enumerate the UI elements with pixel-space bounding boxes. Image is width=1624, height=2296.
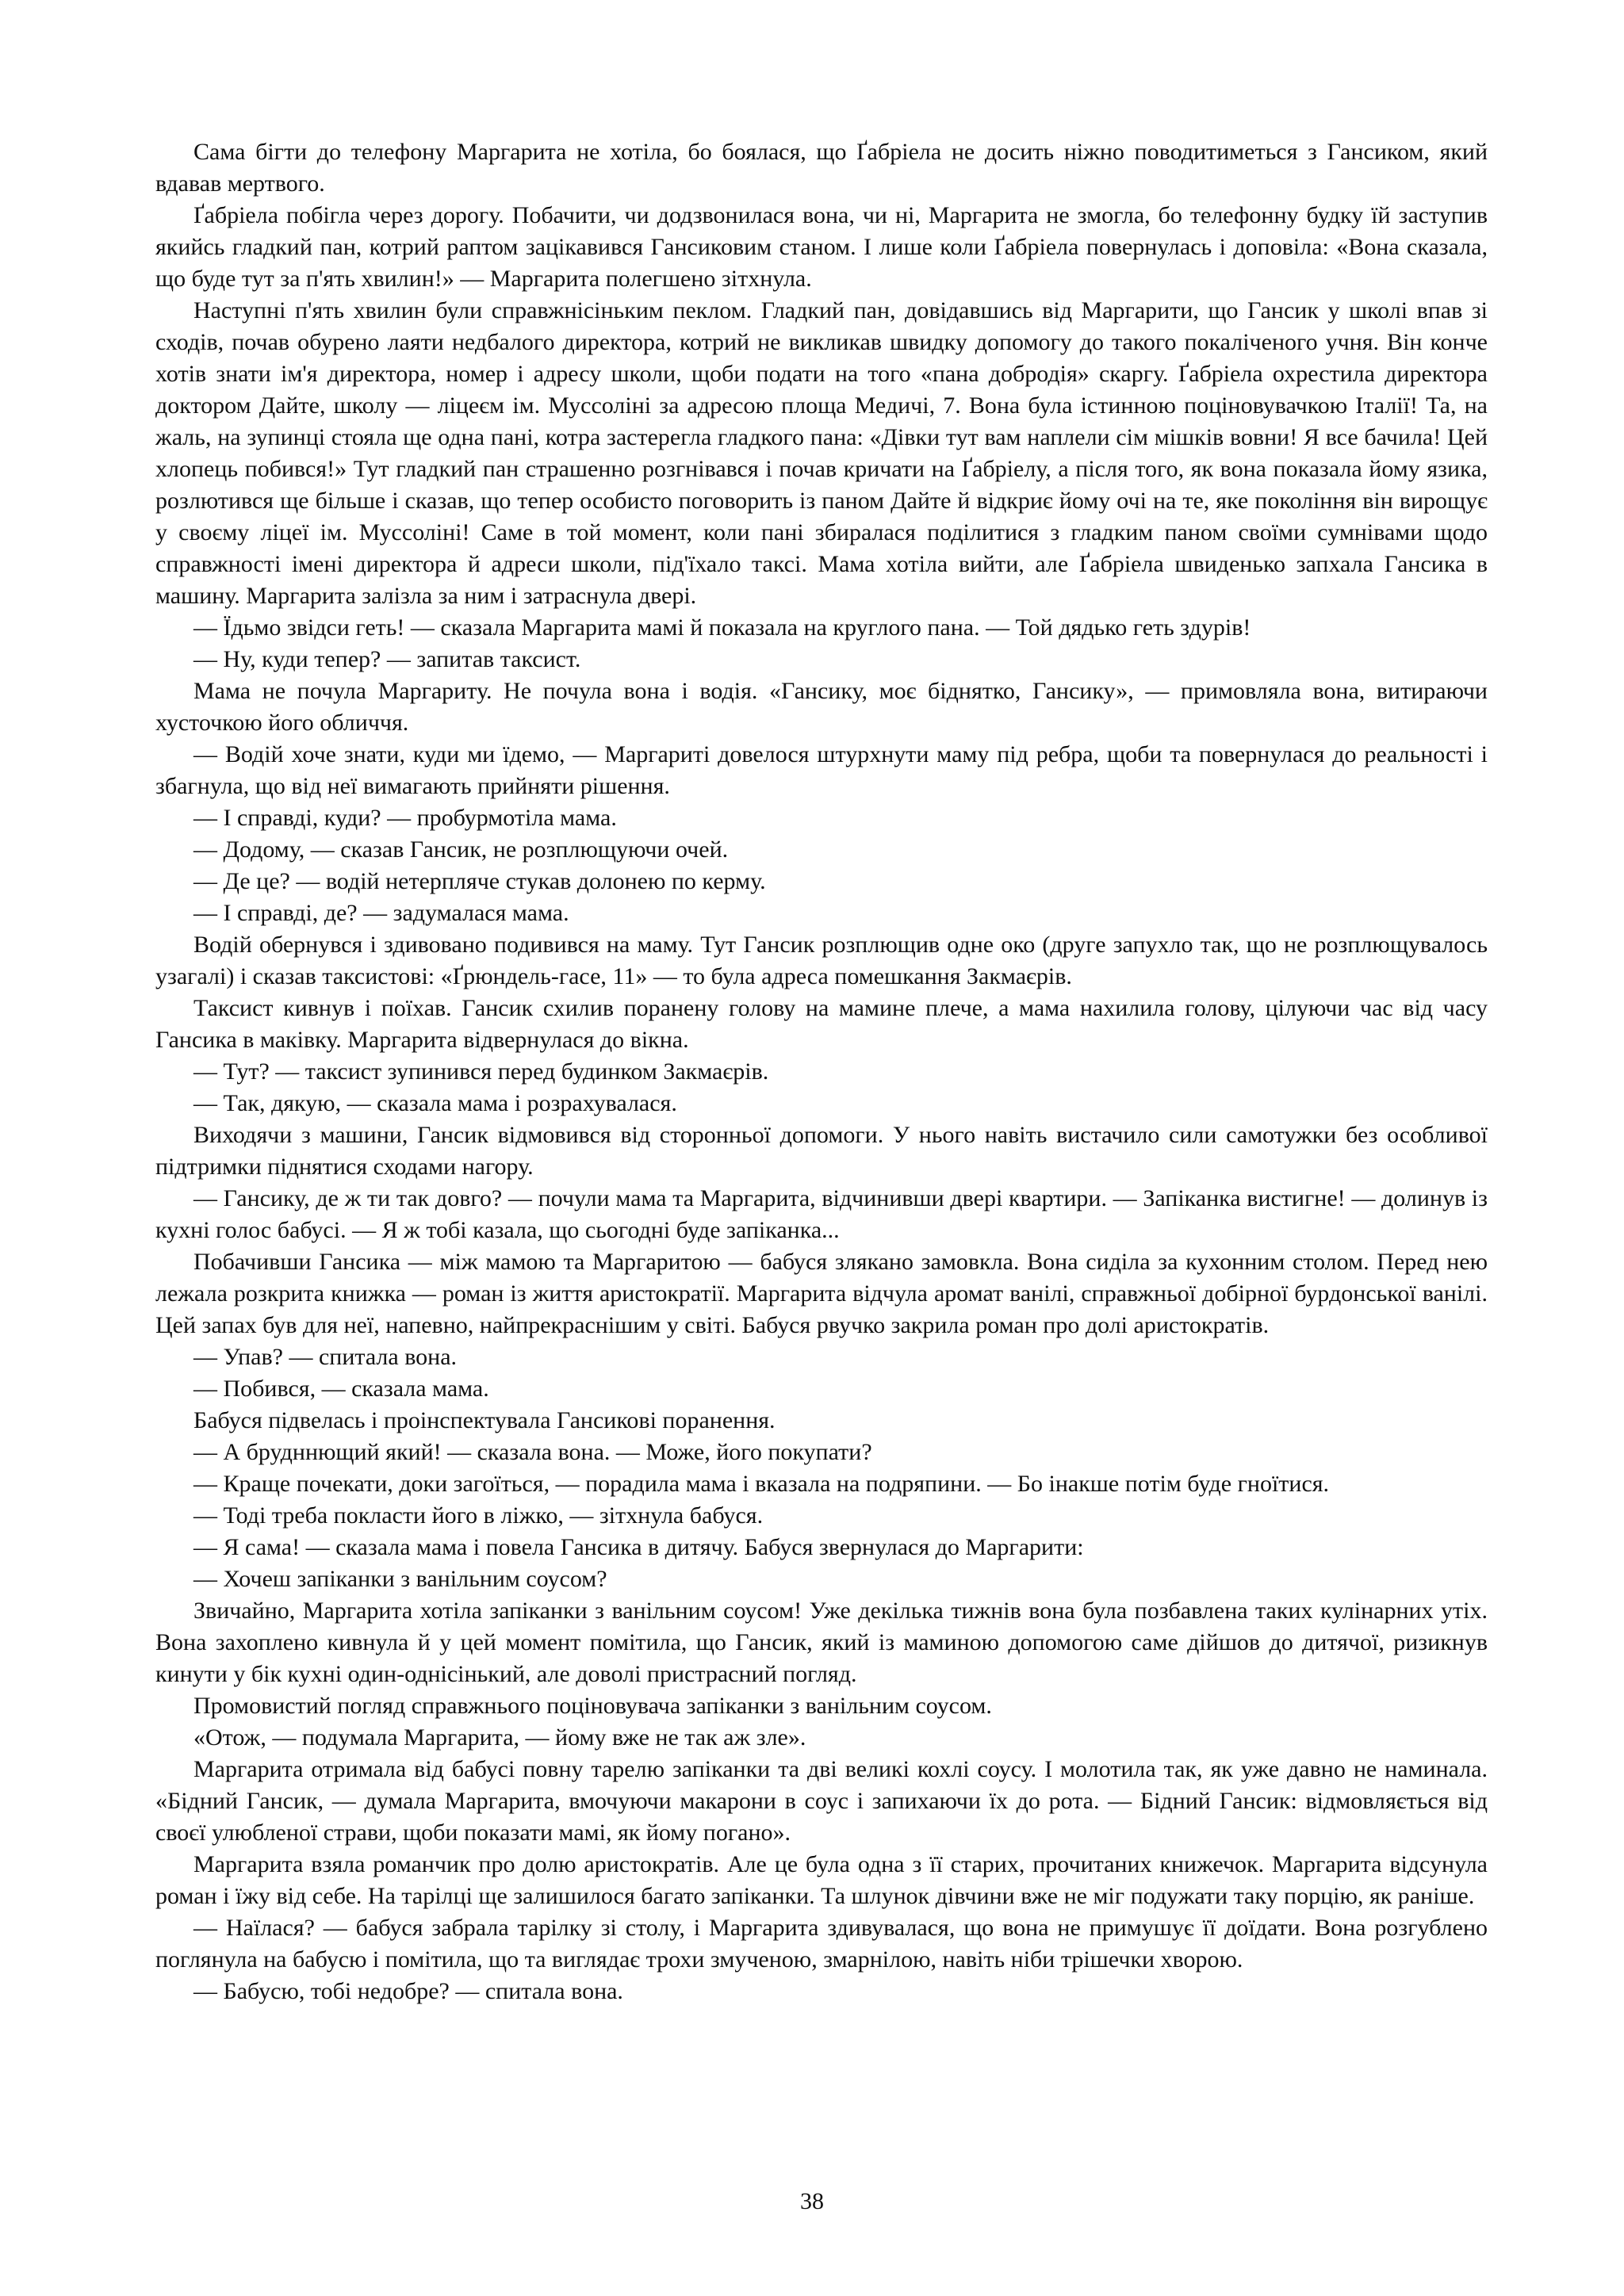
paragraph: — Упав? — спитала вона. <box>193 1344 458 1370</box>
paragraph: — Краще почекати, доки загоїться, — порадила мама і вказала на подряпини. — Бо інакше потім буде гноїтися. <box>193 1471 1330 1497</box>
page-number: 38 <box>800 2188 824 2214</box>
paragraph: Побачивши Гансика — між мамою та Маргаритою — бабуся злякано замовкла. Вона сиділа за кухонним столом. Перед нею лежала розкрита книжка — роман із життя аристократії. Маргарита відчула аромат ванілі, справжньої добірної бурдонської ванілі. Цей запах був для неї, напевно, найпрекраснішим у світі. Бабуся рвучко закрила роман про долі аристократів. <box>155 1249 1488 1338</box>
paragraph: — Тоді треба покласти його в ліжко, — зітхнула бабуся. <box>193 1502 764 1529</box>
paragraph: Маргарита взяла романчик про долю аристократів. Але це була одна з її старих, прочитаних книжечок. Маргарита відсунула роман і їжу від себе. На тарілці ще залишилося багато запіканки. Та шлунок дівчини вже не міг подужати таку порцію, як раніше. <box>155 1851 1488 1909</box>
paragraph: Мама не почула Маргариту. Не почула вона і водія. «Гансику, моє біднятко, Гансику», — примовляла вона, витираючи хусточкою його обличчя. <box>155 678 1488 736</box>
paragraph: — Побився, — сказала мама. <box>193 1376 489 1402</box>
paragraph: — Хочеш запіканки з ванільним соусом? <box>193 1566 607 1592</box>
paragraph: Звичайно, Маргарита хотіла запіканки з ванільним соусом! Уже декілька тижнів вона була позбавлена таких кулінарних утіх. Вона захоплено кивнула й у цей момент помітила, що Гансик, який із маминою допомогою саме дійшов до дитячої, ризикнув кинути у бік кухні один-однісінький, але доволі пристрасний погляд. <box>155 1598 1488 1687</box>
paragraph: Маргарита отримала від бабусі повну тарелю запіканки та дві великі кохлі соусу. І молотила так, як уже давно не наминала. «Бідний Гансик, — думала Маргарита, вмочуючи макарони в соус і запихаючи їх до рота. — Бідний Гансик: відмовляється від своєї улюбленої страви, щоби показати мамі, як йому погано». <box>155 1756 1488 1846</box>
paragraph: — І справді, де? — задумалася мама. <box>193 900 569 926</box>
paragraph: — Наїлася? — бабуся забрала тарілку зі столу, і Маргарита здивувалася, що вона не примушує її доїдати. Вона розгублено поглянула на бабусю і помітила, що та виглядає трохи змученою, змарнілою, навіть ніби трішечки хворою. <box>155 1915 1488 1973</box>
paragraph: Промовистий погляд справжнього поціновувача запіканки з ванільним соусом. <box>193 1693 992 1719</box>
paragraph: Ґабріела побігла через дорогу. Побачити, чи додзвонилася вона, чи ні, Маргарита не змогла, бо телефонну будку їй заступив якийсь гладкий пан, котрий раптом зацікавився Гансиковим станом. І лише коли Ґабріела повернулась і доповіла: «Вона сказала, що буде тут за п'ять хвилин!» — Маргарита полегшено зітхнула. <box>155 202 1488 292</box>
paragraph: — Водій хоче знати, куди ми їдемо, — Маргариті довелося штурхнути маму під ребра, щоби та повернулася до реальності і збагнула, що від неї вимагають прийняти рішення. <box>155 741 1488 799</box>
page-body-text <box>155 136 1488 2007</box>
paragraph: — Де це? — водій нетерпляче стукав долонею по керму. <box>193 868 766 894</box>
paragraph: Таксист кивнув і поїхав. Гансик схилив поранену голову на мамине плече, а мама нахилила голову, цілуючи час від часу Гансика в маківку. Маргарита відвернулася до вікна. <box>155 995 1488 1053</box>
paragraph: — Так, дякую, — сказала мама і розрахувалася. <box>193 1090 677 1116</box>
paragraph: — Я сама! — сказала мама і повела Гансика в дитячу. Бабуся звернулася до Маргарити: <box>193 1534 1084 1560</box>
paragraph: Сама бігти до телефону Маргарита не хотіла, бо боялася, що Ґабріела не досить ніжно поводитиметься з Гансиком, який вдавав мертвого. <box>155 139 1488 197</box>
paragraph: «Отож, — подумала Маргарита, — йому вже не так аж зле». <box>193 1724 806 1751</box>
paragraph: — Їдьмо звідси геть! — сказала Маргарита мамі й показала на круглого пана. — Той дядько геть здурів! <box>193 614 1251 641</box>
paragraph: — Ну, куди тепер? — запитав таксист. <box>193 646 581 672</box>
paragraph: Наступні п'ять хвилин були справжнісіньким пеклом. Гладкий пан, довідавшись від Маргарити, що Гансик у школі впав зі сходів, почав обурено лаяти недбалого директора, котрий не викликав швидку допомогу до такого покаліченого учня. Він конче хотів знати ім'я директора, номер і адресу школи, щоби подати на того «пана добродія» скаргу. Ґабріела охрестила директора доктором Дайте, школу — ліцеєм ім. Муссоліні за адресою площа Медичі, 7. Вона була істинною поціновувачкою Італії! Та, на жаль, на зупинці стояла ще одна пані, котра застерегла гладкого пана: «Дівки тут вам наплели сім мішків вовни! Я все бачила! Цей хлопець побився!» Тут гладкий пан страшенно розгнівався і почав кричати на Ґабріелу, а після того, як вона показала йому язика, розлютився ще більше і сказав, що тепер особисто поговорить із паном Дайте й відкриє йому очі на те, яке покоління він вирощує у своєму ліцеї ім. Муссоліні! Саме в той момент, коли пані збиралася поділитися з гладким паном своїми сумнівами щодо справжності імені директора й адреси школи, під'їхало таксі. Мама хотіла вийти, але Ґабріела швиденько запхала Гансика в машину. Маргарита залізла за ним і затраснула двері. <box>155 297 1488 609</box>
paragraph: — А брудннющий який! — сказала вона. — Може, його покупати? <box>193 1439 872 1465</box>
paragraph: — Тут? — таксист зупинився перед будинком Закмаєрів. <box>193 1058 769 1085</box>
paragraph: — Гансику, де ж ти так довго? — почули мама та Маргарита, відчинивши двері квартири. — Запіканка вистигне! — долинув із кухні голос бабусі. — Я ж тобі казала, що сьогодні буде запіканка... <box>155 1185 1488 1243</box>
paragraph: — Додому, — сказав Гансик, не розплющуючи очей. <box>193 836 729 863</box>
paragraph: Бабуся підвелась і проінспектувала Гансикові поранення. <box>193 1407 776 1433</box>
paragraph: — І справді, куди? — пробурмотіла мама. <box>193 805 617 831</box>
paragraph: Водій обернувся і здивовано подивився на маму. Тут Гансик розплющив одне око (друге запухло так, що не розплющувалось узагалі) і сказав таксистові: «Ґрюндель-гасе, 11» — то була адреса помешкання Закмаєрів. <box>155 932 1488 989</box>
paragraph: — Бабусю, тобі недобре? — спитала вона. <box>193 1978 623 2004</box>
paragraph: Виходячи з машини, Гансик відмовився від сторонньої допомоги. У нього навіть вистачило сили самотужки без особливої підтримки піднятися сходами нагору. <box>155 1122 1488 1180</box>
